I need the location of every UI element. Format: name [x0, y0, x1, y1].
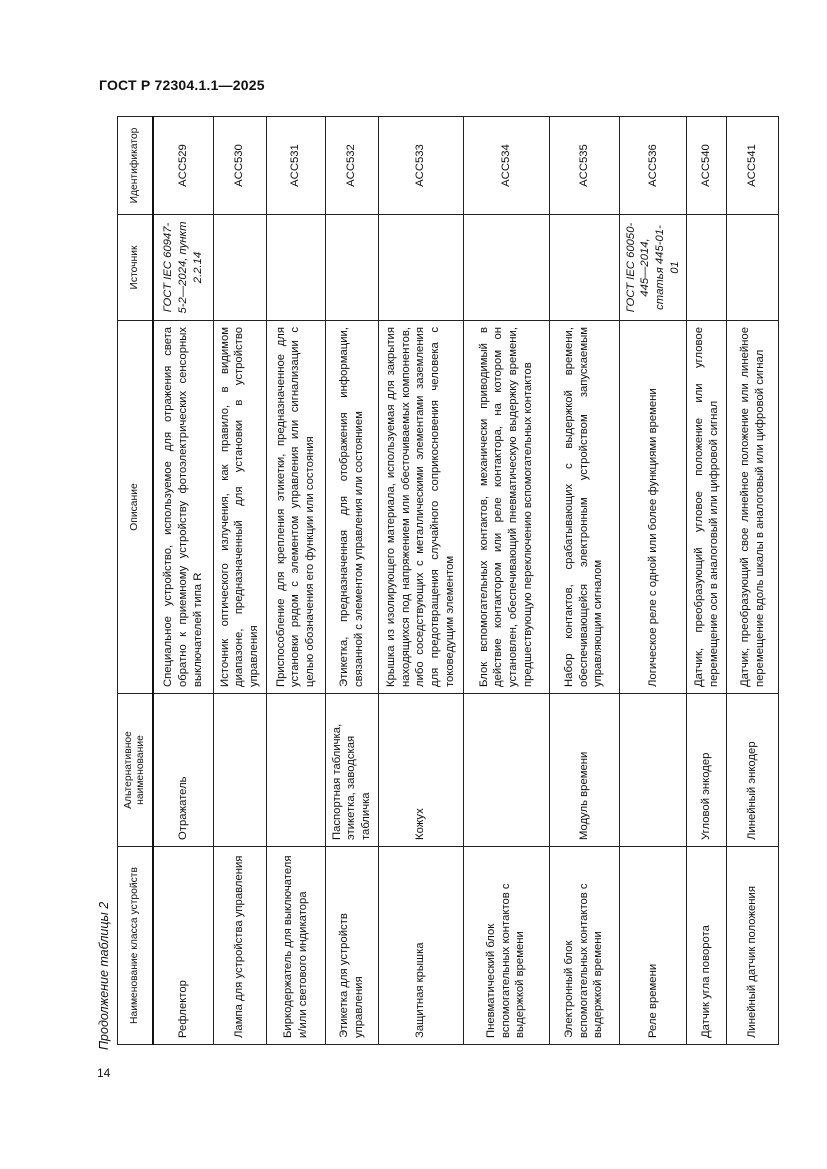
cell-name: Линейный датчик положения [727, 847, 779, 1045]
table-row [213, 117, 266, 1045]
cell-description: Источник оптического излучения, как правило, в видимом диапазоне, предназначенный для установки в устройство управления [213, 321, 266, 694]
cell-description: Набор контактов, срабатывающих с выдержкой времени, обеспечивающейся электронным устройством запускаемым управляющим сигналом [549, 321, 619, 694]
cell-alt [266, 694, 325, 847]
table-row [378, 117, 463, 1045]
cell-source [325, 215, 378, 321]
cell-id: ACC535 [549, 117, 619, 215]
cell-name: Биркодержатель для выключателя и/или светового индикатора [266, 847, 325, 1045]
cell-description: Крышка из изолирующего материала, используемая для закрытия находящихся под напряжением или обесточиваемых компонентов, либо соседствующих с металлическими элементами заземления для предотвращения случайного соприкосновения человека с токоведущим элементом [378, 321, 463, 694]
table-row [727, 117, 779, 1045]
cell-description: Датчик, преобразующий угловое положение или угловое перемещение оси в аналоговый или цифровой сигнал [687, 321, 727, 694]
cell-source: ГОСТ IEC 60050-445—2014, статья 445-01-01 [619, 215, 687, 321]
cell-description: Приспособление для крепления этикетки, предназначенное для установки рядом с элементом управления или сигнализации с целью обозначения его функции или состояния [266, 321, 325, 694]
cell-id: ACC530 [213, 117, 266, 215]
cell-source [463, 215, 549, 321]
cell-description: Блок вспомогательных контактов, механически приводимый в действие контактором или реле контактора, на котором он установлен, обеспечивающий пневматическую выдержку времени, предшествующую переключению вспомогательных контактов [463, 321, 549, 694]
cell-source [213, 215, 266, 321]
cell-description: Специальное устройство, используемое для отражения света обратно к приемному устройству фотоэлектрических сенсорных выключателей типа R [153, 321, 213, 694]
device-classes-table [117, 116, 779, 1045]
cell-alt: Паспортная табличка, этикетка, заводская табличка [325, 694, 378, 847]
cell-source [549, 215, 619, 321]
cell-source [687, 215, 727, 321]
column-header-description: Описание [118, 321, 154, 694]
cell-id: ACC531 [266, 117, 325, 215]
table-row [463, 117, 549, 1045]
table-row [325, 117, 378, 1045]
cell-id: ACC540 [687, 117, 727, 215]
table-continuation-label: Продолжение таблицы 2 [97, 901, 111, 1050]
cell-alt: Угловой энкодер [687, 694, 727, 847]
column-header-alt: Альтернативное наименование [118, 694, 154, 847]
table-row [619, 117, 687, 1045]
cell-name: Защитная крышка [378, 847, 463, 1045]
cell-source [266, 215, 325, 321]
document-header: ГОСТ Р 72304.1.1—2025 [99, 77, 265, 93]
cell-id: ACC534 [463, 117, 549, 215]
cell-description: Логическое реле с одной или более функциями времени [619, 321, 687, 694]
cell-name: Датчик угла поворота [687, 847, 727, 1045]
table-row [153, 117, 213, 1045]
cell-id: ACC532 [325, 117, 378, 215]
cell-name: Электронный блок вспомогательных контактов с выдержкой времени [549, 847, 619, 1045]
cell-id: ACC529 [153, 117, 213, 215]
cell-alt: Кожух [378, 694, 463, 847]
column-header-id: Идентификатор [118, 117, 154, 215]
page-number: 14 [97, 1066, 111, 1080]
table-row [266, 117, 325, 1045]
cell-source [727, 215, 779, 321]
column-header-source: Источник [118, 215, 154, 321]
table-row [549, 117, 619, 1045]
cell-name: Рефлектор [153, 847, 213, 1045]
cell-name: Лампа для устройства управления [213, 847, 266, 1045]
cell-description: Этикетка, предназначенная для отображения информации, связанной с элементом управления или состоянием [325, 321, 378, 694]
cell-name: Пневматический блок вспомогательных контактов с выдержкой времени [463, 847, 549, 1045]
cell-source [378, 215, 463, 321]
cell-id: ACC533 [378, 117, 463, 215]
cell-name: Этикетка для устройств управления [325, 847, 378, 1045]
cell-alt: Модуль времени [549, 694, 619, 847]
table-row [687, 117, 727, 1045]
cell-alt: Отражатель [153, 694, 213, 847]
cell-alt [463, 694, 549, 847]
rotated-table-container [117, 117, 766, 1045]
cell-alt: Линейный энкодер [727, 694, 779, 847]
cell-source: ГОСТ IEC 60947-5-2—2024, пункт 2.2.14 [153, 215, 213, 321]
column-header-name: Наименование класса устройств [118, 847, 154, 1045]
cell-id: ACC536 [619, 117, 687, 215]
cell-alt [619, 694, 687, 847]
cell-name: Реле времени [619, 847, 687, 1045]
cell-alt [213, 694, 266, 847]
cell-id: ACC541 [727, 117, 779, 215]
cell-description: Датчик, преобразующий свое линейное положение или линейное перемещение вдоль шкалы в аналоговый или цифровой сигнал [727, 321, 779, 694]
table-header-row [118, 117, 154, 1045]
